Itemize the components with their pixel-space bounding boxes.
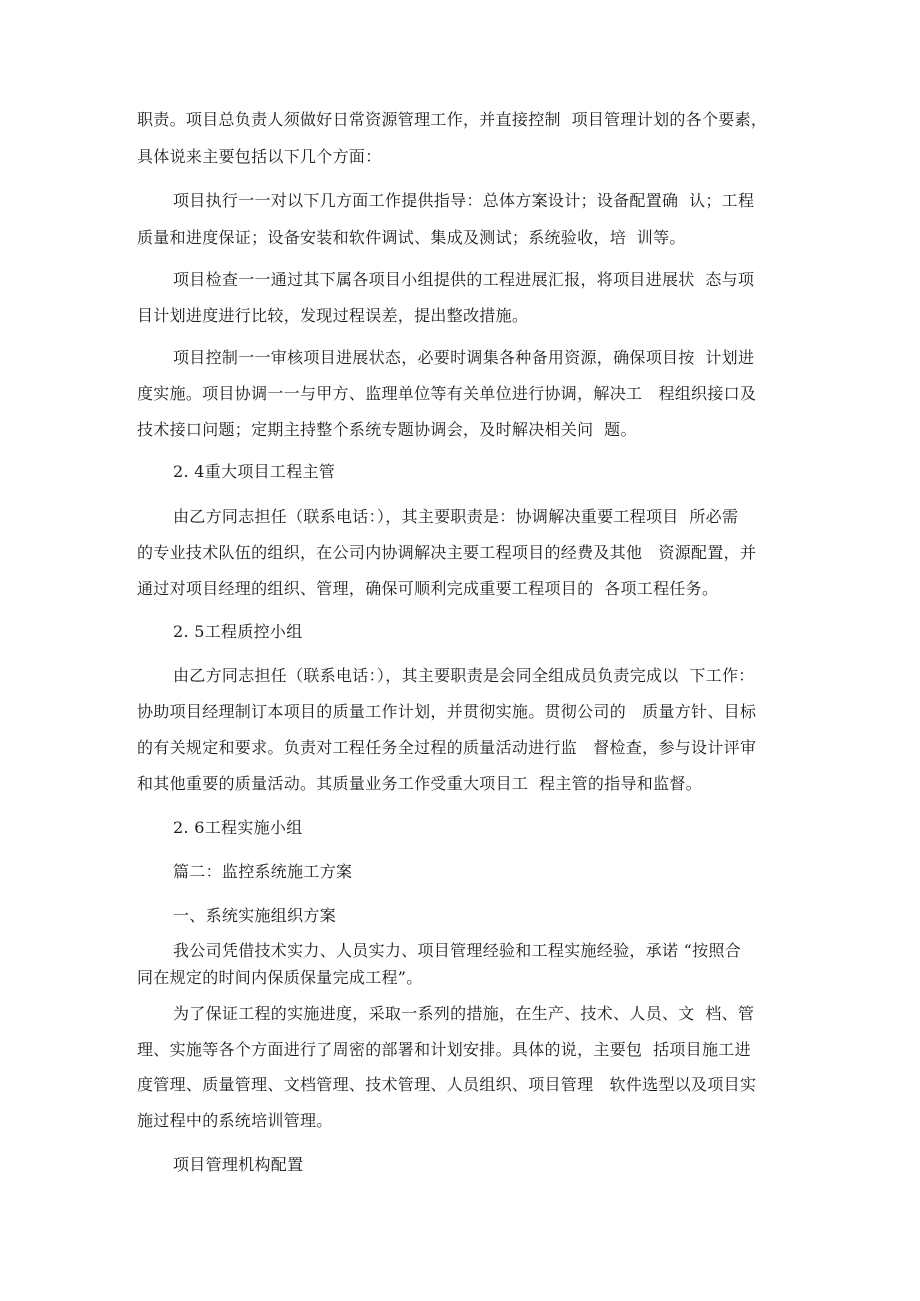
section-heading: 2. 6工程实施小组 bbox=[173, 818, 303, 837]
chapter-heading: 篇二：监控系统施工方案 bbox=[173, 862, 353, 881]
body-text-line: 的专业技术队伍的组织，在公司内协调解决主要工程项目的经费及其他 资源配置，并 bbox=[137, 543, 757, 562]
section-heading: 2. 4重大项目工程主管 bbox=[173, 462, 336, 481]
body-text-line: 技术接口问题；定期主持整个系统专题协调会，及时解决相关问 题。 bbox=[137, 420, 637, 439]
body-text-line: 我公司凭借技术实力、人员实力、项目管理经验和工程实施经验，承诺 “按照合 bbox=[173, 941, 742, 960]
body-text-line: 为了保证工程的实施进度，采取一系列的措施，在生产、技术、人员、文 档、管 bbox=[173, 1004, 755, 1023]
body-text-line: 目计划进度进行比较，发现过程误差，提出整改措施。 bbox=[137, 306, 529, 325]
body-text-line: 度管理、质量管理、文档管理、技术管理、人员组织、项目管理 软件选型以及项目实 bbox=[137, 1075, 757, 1094]
body-text-line: 施过程中的系统培训管理。 bbox=[137, 1111, 333, 1130]
body-text-line: 具体说来主要包括以下几个方面： bbox=[137, 147, 382, 166]
body-text-line: 同在规定的时间内保质保量完成工程”。 bbox=[137, 968, 423, 987]
body-text-line: 和其他重要的质量活动。其质量业务工作受重大项目工 程主管的指导和监督。 bbox=[137, 774, 702, 793]
body-text-line: 度实施。项目协调一一与甲方、监理单位等有关单位进行协调，解决工 程组织接口及 bbox=[137, 384, 757, 403]
section-heading: 项目管理机构配置 bbox=[173, 1155, 304, 1174]
body-text-line: 的有关规定和要求。负责对工程任务全过程的质量活动进行监 督检查，参与设计评审 bbox=[137, 738, 757, 757]
body-text-line: 质量和进度保证；设备安装和软件调试、集成及测试；系统验收，培 训等。 bbox=[137, 228, 686, 247]
section-heading: 2. 5工程质控小组 bbox=[173, 622, 303, 641]
body-text-line: 项目控制一一审核项目进展状态，必要时调集各种备用资源，确保项目按 计划进 bbox=[173, 348, 755, 367]
body-text-line: 通过对项目经理的组织、管理，确保可顺利完成重要工程项目的 各项工程任务。 bbox=[137, 579, 719, 598]
body-text-line: 理、实施等各个方面进行了周密的部署和计划安排。具体的说，主要包 括项目施工进 bbox=[137, 1040, 751, 1059]
body-text-line: 职责。项目总负责人须做好日常资源管理工作，并直接控制 项目管理计划的各个要素， bbox=[137, 110, 768, 129]
section-heading: 一、系统实施组织方案 bbox=[173, 906, 337, 925]
body-text-line: 项目检查一一通过其下属各项目小组提供的工程进展汇报，将项目进展状 态与项 bbox=[173, 270, 755, 289]
body-text-line: 由乙方同志担任（联系电话：），其主要职责是：协调解决重要工程项目 所必需 bbox=[173, 507, 739, 526]
body-text-line: 协助项目经理制订本项目的质量工作计划，并贯彻实施。贯彻公司的 质量方针、目标 bbox=[137, 702, 757, 721]
body-text-line: 项目执行一一对以下几方面工作提供指导：总体方案设计；设备配置确 认；工程 bbox=[173, 191, 755, 210]
body-text-line: 由乙方同志担任（联系电话：），其主要职责是会同全组成员负责完成以 下工作： bbox=[173, 666, 755, 685]
